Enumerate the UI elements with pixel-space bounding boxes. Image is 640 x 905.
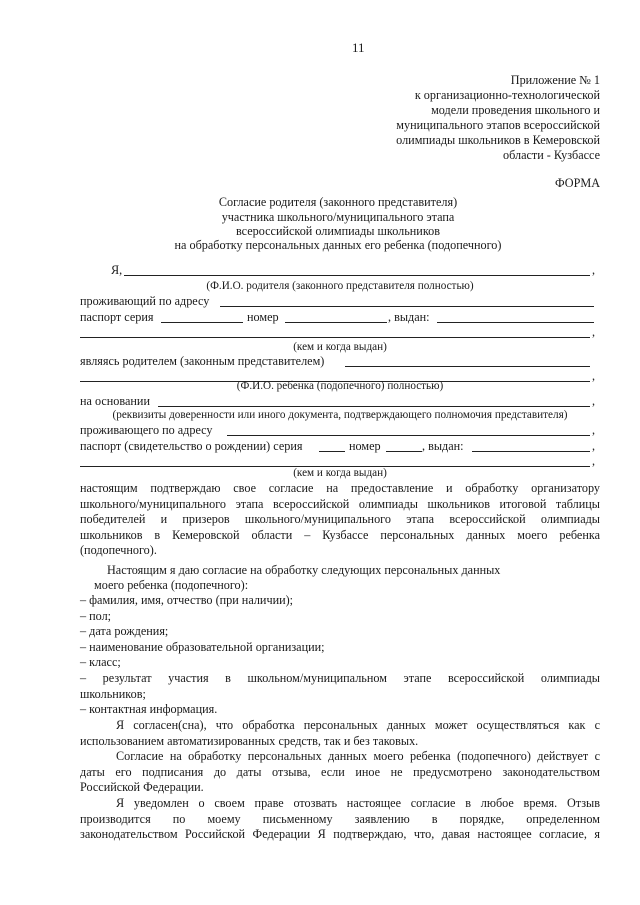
title-line-1: Согласие родителя (законного представителя) bbox=[218, 195, 458, 209]
paragraph-revoke-line: законодательством Российской Федерации Я подтверждаю, что, давая настоящее согласие, я bbox=[80, 827, 600, 841]
list-item: – фамилия, имя, отчество (при наличии); bbox=[80, 593, 294, 607]
list-item: – наименование образовательной организации; bbox=[80, 640, 325, 654]
basis-field[interactable] bbox=[158, 406, 590, 407]
appendix-line-4: муниципального этапов всероссийской bbox=[396, 118, 600, 132]
appendix-line-3: модели проведения школьного и bbox=[431, 103, 600, 117]
appendix-line-1: Приложение № 1 bbox=[510, 73, 600, 87]
basis-label: на основании bbox=[80, 394, 150, 408]
address-label: проживающий по адресу bbox=[80, 294, 210, 308]
ya-label: Я, bbox=[111, 263, 123, 277]
page-number: 11 bbox=[352, 40, 365, 55]
comma-6: , bbox=[592, 439, 596, 453]
appendix-line-2: к организационно-технологической bbox=[414, 88, 600, 102]
child-issued-caption: (кем и когда выдан) bbox=[293, 467, 387, 479]
paragraph-automated-line: использованием автоматизированных средств, так и без таковых. bbox=[80, 733, 419, 748]
title-line-2: участника школьного/муниципального этапа bbox=[221, 210, 455, 224]
child-number-label: номер bbox=[349, 439, 381, 453]
paragraph-revoke-line: Я уведомлен о своем праве отозвать настоящее согласие в любое время. Отзыв bbox=[116, 796, 600, 810]
comma-5: , bbox=[592, 423, 596, 437]
comma-7: , bbox=[592, 454, 596, 468]
contact-item: – контактная информация. bbox=[80, 702, 218, 716]
paragraph-consent-line: школьного/муниципального этапа всероссийской олимпиады школьников итоговой таблицы bbox=[80, 496, 600, 511]
issued-caption: (кем и когда выдан) bbox=[293, 341, 387, 353]
result-item-line: – результат участия в школьном/муниципальном этапе всероссийской олимпиады bbox=[80, 671, 600, 685]
consent-intro-line-1: Настоящим я даю согласие на обработку следующих персональных данных bbox=[107, 563, 501, 577]
child-address-label: проживающего по адресу bbox=[80, 423, 213, 437]
paragraph-automated-line: Я согласен(сна), что обработка персональных данных может осуществляться как с bbox=[116, 718, 600, 732]
comma-3: , bbox=[592, 369, 596, 383]
fio-child-caption: (Ф.И.О. ребенка (подопечного) полностью) bbox=[236, 380, 444, 392]
paragraph-revoke bbox=[80, 796, 600, 843]
child-issued-field[interactable] bbox=[472, 451, 590, 452]
list-item: – пол; bbox=[80, 609, 112, 623]
paragraph-automated bbox=[80, 718, 600, 749]
address-field[interactable] bbox=[220, 306, 594, 307]
comma-4: , bbox=[592, 394, 596, 408]
list-item: – дата рождения; bbox=[80, 624, 169, 638]
child-passport-label: паспорт (свидетельство о рождении) серия bbox=[80, 439, 303, 453]
paragraph-validity bbox=[80, 749, 600, 796]
paragraph-consent-line: победителей и призеров школьного/муниципального этапа всероссийской олимпиады bbox=[80, 512, 600, 526]
passport-number-label: номер bbox=[247, 310, 279, 324]
child-passport-number-field[interactable] bbox=[386, 451, 422, 452]
paragraph-validity-line: Согласие на обработку персональных данных моего ребенка (подопечного) действует с bbox=[116, 749, 600, 763]
child-address-field[interactable] bbox=[227, 435, 590, 436]
issued-label: , выдан: bbox=[388, 310, 430, 324]
title-line-4: на обработку персональных данных его ребенка (подопечного) bbox=[174, 238, 502, 252]
paragraph-consent-line: (подопечного). bbox=[80, 543, 157, 557]
being-parent-field[interactable] bbox=[345, 366, 590, 367]
passport-series-field[interactable] bbox=[161, 322, 243, 323]
fio-parent-caption: (Ф.И.О. родителя (законного представителя полностью) bbox=[206, 280, 474, 292]
requisites-caption: (реквизиты доверенности или иного документа, подтверждающего полномочия представителя) bbox=[112, 409, 568, 421]
paragraph-validity-line: Российской Федерации. bbox=[80, 780, 204, 794]
form-label: ФОРМА bbox=[555, 176, 600, 190]
result-item-line: школьников; bbox=[80, 686, 146, 701]
being-parent-label: являясь родителем (законным представителем) bbox=[80, 354, 325, 368]
paragraph-revoke-line: производится по моему письменному заявлению в порядке, определенном bbox=[80, 811, 600, 826]
comma-2: , bbox=[592, 325, 596, 339]
paragraph-consent bbox=[80, 481, 600, 559]
issued-by-field[interactable] bbox=[80, 337, 590, 338]
consent-intro-line-2: моего ребенка (подопечного): bbox=[94, 578, 249, 592]
result-item bbox=[80, 671, 600, 702]
paragraph-validity-line: даты его подписания до даты отзыва, если иное не предусмотрено законодательством bbox=[80, 764, 600, 779]
passport-number-field[interactable] bbox=[285, 322, 387, 323]
child-passport-series-field[interactable] bbox=[319, 451, 345, 452]
paragraph-consent-line: школьников в Кемеровской области – Кузбассе персональных данных моего ребенка bbox=[80, 527, 600, 542]
appendix-line-5: олимпиады школьников в Кемеровской bbox=[396, 133, 600, 147]
passport-series-label: паспорт серия bbox=[80, 310, 154, 324]
title-line-3: всероссийской олимпиады школьников bbox=[236, 224, 440, 238]
list-item: – класс; bbox=[80, 655, 121, 669]
passport-issued-field[interactable] bbox=[437, 322, 594, 323]
paragraph-consent-line: настоящим подтверждаю свое согласие на предоставление и обработку организатору bbox=[80, 481, 600, 495]
appendix-line-6: области - Кузбассе bbox=[503, 148, 600, 162]
parent-fio-field[interactable] bbox=[124, 275, 590, 276]
comma: , bbox=[592, 263, 596, 277]
child-issued-label: , выдан: bbox=[422, 439, 464, 453]
